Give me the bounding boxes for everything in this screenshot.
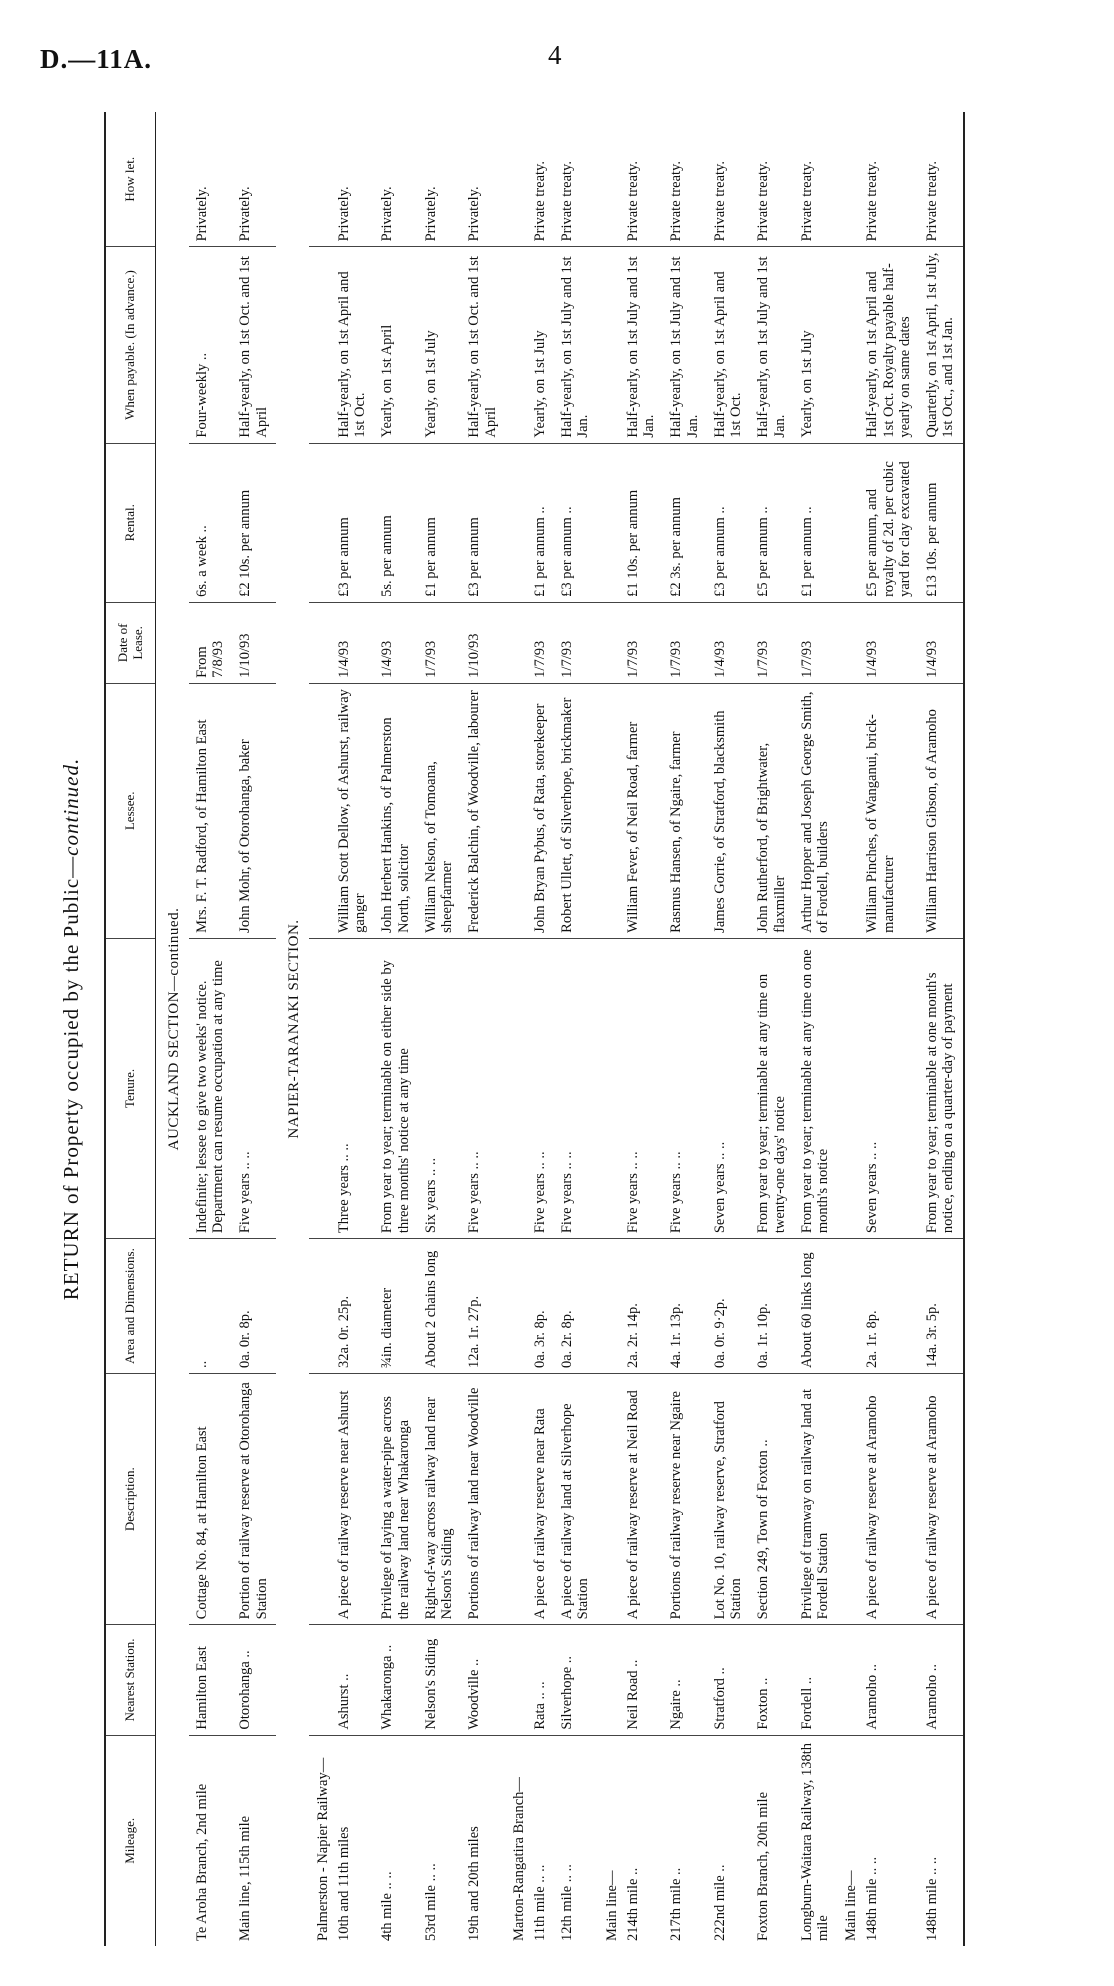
- cell-station: Foxton ..: [750, 1625, 793, 1735]
- col-station: Nearest Station.: [105, 1625, 156, 1735]
- title-suffix: continued.: [59, 757, 83, 856]
- cell-mileage: 19th and 20th miles: [466, 1826, 483, 1941]
- cell-area: 4a. 1r. 13p.: [663, 1239, 706, 1374]
- cell-station: Fordell ..: [794, 1625, 837, 1735]
- cell-station: Nelson's Siding: [418, 1625, 461, 1735]
- cell-date: 1/4/93: [331, 602, 374, 683]
- cell-tenure: Five years .. ..: [554, 938, 597, 1238]
- cell-mileage: 11th mile .. ..: [531, 1864, 548, 1941]
- cell-area: 0a. 0r. 9·2p.: [707, 1239, 750, 1374]
- cell-how-let: Privately.: [418, 112, 461, 247]
- cell-rental: £5 per annum ..: [750, 443, 793, 602]
- group-label: Palmerston - Napier Railway—: [314, 1757, 331, 1941]
- cell-lessee: Frederick Balchin, of Woodville, labourer: [461, 683, 504, 938]
- cell-rental: £3 per annum ..: [707, 443, 750, 602]
- cell-date: 1/4/93: [374, 602, 417, 683]
- cell-rental: £3 per annum: [461, 443, 504, 602]
- cell-mileage: 10th and 11th miles: [335, 1826, 352, 1941]
- table-row: [331, 112, 374, 1946]
- cell-tenure: Three years .. ..: [331, 938, 374, 1238]
- col-how-let: How let.: [105, 112, 156, 247]
- cell-lessee: William Fever, of Neil Road, farmer: [620, 683, 663, 938]
- cell-description: Portions of railway reserve near Ngaire: [663, 1374, 706, 1625]
- cell-date: 1/7/93: [663, 602, 706, 683]
- cell-rental: 5s. per annum: [374, 443, 417, 602]
- cell-area: 0a. 1r. 10p.: [750, 1239, 793, 1374]
- cell-date: 1/7/93: [527, 602, 554, 683]
- table-row: [374, 112, 417, 1946]
- cell-description: Section 249, Town of Foxton ..: [750, 1374, 793, 1625]
- cell-payable: Yearly, on 1st July: [527, 247, 554, 443]
- cell-how-let: Private treaty.: [527, 112, 554, 247]
- section-napier: NAPIER-TARANAKI SECTION.: [285, 919, 302, 1139]
- group-label: Marton-Rangatira Branch—: [510, 1777, 527, 1941]
- cell-station: Neil Road ..: [620, 1625, 663, 1735]
- cell-payable: Quarterly, on 1st April, 1st July, 1st Oct., and 1st Jan.: [919, 247, 963, 443]
- cell-mileage: 53rd mile .. ..: [422, 1863, 439, 1941]
- cell-area: 14a. 3r. 5p.: [919, 1239, 963, 1374]
- col-tenure: Tenure.: [105, 938, 156, 1238]
- cell-mileage: 214th mile ..: [624, 1867, 641, 1941]
- table-row: [663, 112, 706, 1946]
- table-row: [859, 112, 919, 1946]
- cell-area: ..: [189, 1239, 232, 1374]
- header-row: [105, 112, 156, 1946]
- section-auckland: AUCKLAND SECTION—continued.: [166, 907, 183, 1151]
- cell-tenure: Six years .. ..: [418, 938, 461, 1238]
- cell-tenure: Five years .. ..: [527, 938, 554, 1238]
- table-row: [527, 112, 554, 1946]
- cell-lessee: Rasmus Hansen, of Ngaire, farmer: [663, 683, 706, 938]
- cell-description: Portion of railway reserve at Otorohanga Station: [232, 1374, 275, 1625]
- cell-description: Cottage No. 84, at Hamilton East: [189, 1374, 232, 1625]
- cell-station: Stratford ..: [707, 1625, 750, 1735]
- cell-mileage: Foxton Branch, 20th mile: [755, 1791, 772, 1941]
- cell-date: 1/7/93: [554, 602, 597, 683]
- col-mileage: Mileage.: [105, 1735, 156, 1946]
- cell-area: 0a. 3r. 8p.: [527, 1239, 554, 1374]
- col-rental: Rental.: [105, 443, 156, 602]
- cell-tenure: From year to year; terminable on either side by three months' notice at any time: [374, 938, 417, 1238]
- table-row: [554, 112, 597, 1946]
- cell-rental: £1 10s. per annum: [620, 443, 663, 602]
- cell-date: 1/7/93: [620, 602, 663, 683]
- cell-tenure: Seven years .. ..: [859, 938, 919, 1238]
- table-row: [919, 112, 963, 1946]
- cell-date: 1/10/93: [461, 602, 504, 683]
- cell-tenure: From year to year; terminable at any time on twenty-one days' notice: [750, 938, 793, 1238]
- cell-lessee: Arthur Hopper and Joseph George Smith, of Fordell, builders: [794, 683, 837, 938]
- col-date: Date of Lease.: [105, 602, 156, 683]
- cell-area: 0a. 0r. 8p.: [232, 1239, 275, 1374]
- table-row: [232, 112, 275, 1946]
- cell-lessee: William Harrison Gibson, of Aramoho: [919, 683, 963, 938]
- cell-rental: £3 per annum ..: [554, 443, 597, 602]
- cell-station: Ashurst ..: [331, 1625, 374, 1735]
- cell-lessee: James Gorrie, of Stratford, blacksmith: [707, 683, 750, 938]
- cell-how-let: Private treaty.: [919, 112, 963, 247]
- col-description: Description.: [105, 1374, 156, 1625]
- table-row: [707, 112, 750, 1946]
- cell-lessee: John Rutherford, of Brightwater, flaxmiller: [750, 683, 793, 938]
- cell-rental: £1 per annum ..: [527, 443, 554, 602]
- cell-mileage: Main line, 115th mile: [237, 1815, 254, 1941]
- cell-area: 32a. 0r. 25p.: [331, 1239, 374, 1374]
- cell-station: Whakaronga ..: [374, 1625, 417, 1735]
- group-label: Main line—: [603, 1870, 620, 1941]
- cell-station: Aramoho ..: [859, 1625, 919, 1735]
- cell-tenure: Five years .. ..: [461, 938, 504, 1238]
- cell-how-let: Privately.: [232, 112, 275, 247]
- cell-area: 2a. 1r. 8p.: [859, 1239, 919, 1374]
- cell-how-let: Private treaty.: [859, 112, 919, 247]
- cell-lessee: John Mohr, of Otorohanga, baker: [232, 683, 275, 938]
- cell-mileage: 217th mile ..: [668, 1867, 685, 1941]
- property-table: [104, 112, 965, 1946]
- table-row: [418, 112, 461, 1946]
- document-code: D.—11A.: [40, 44, 153, 74]
- section-heading-row: [276, 112, 309, 1946]
- cell-rental: £1 per annum: [418, 443, 461, 602]
- group-label: Main line—: [843, 1870, 860, 1941]
- cell-how-let: Private treaty.: [794, 112, 837, 247]
- rotated-return-table: [60, 112, 1060, 1946]
- table-row: [189, 112, 232, 1946]
- cell-mileage: 148th mile .. ..: [919, 1735, 963, 1946]
- cell-payable: Half-yearly, on 1st Oct. and 1st April: [232, 247, 275, 443]
- cell-how-let: Private treaty.: [620, 112, 663, 247]
- cell-station: Aramoho ..: [919, 1625, 963, 1735]
- cell-how-let: Private treaty.: [707, 112, 750, 247]
- cell-area: About 2 chains long: [418, 1239, 461, 1374]
- cell-tenure: Five years .. ..: [620, 938, 663, 1238]
- table-row: [620, 112, 663, 1946]
- cell-description: Privilege of tramway on railway land at Fordell Station: [794, 1374, 837, 1625]
- cell-rental: £5 per annum, and royalty of 2d. per cubic yard for clay excavated: [859, 443, 919, 602]
- cell-description: Privilege of laying a water-pipe across the railway land near Whakaronga: [374, 1374, 417, 1625]
- cell-rental: 6s. a week ..: [189, 443, 232, 602]
- cell-station: Ngaire ..: [663, 1625, 706, 1735]
- cell-how-let: Privately.: [189, 112, 232, 247]
- cell-date: 1/4/93: [859, 602, 919, 683]
- cell-mileage: Longburn-Waitara Railway, 138th mile: [798, 1742, 832, 1941]
- cell-how-let: Privately.: [374, 112, 417, 247]
- page-title: [60, 112, 84, 1946]
- cell-rental: £1 per annum ..: [794, 443, 837, 602]
- cell-rental: £13 10s. per annum: [919, 443, 963, 602]
- cell-rental: £2 10s. per annum: [232, 443, 275, 602]
- group-row: [505, 112, 527, 1946]
- title-prefix: RETURN of Property occupied by the Public—: [59, 855, 83, 1301]
- cell-payable: Yearly, on 1st April: [374, 247, 417, 443]
- cell-station: Otorohanga ..: [232, 1625, 275, 1735]
- cell-how-let: Private treaty.: [554, 112, 597, 247]
- cell-payable: Four-weekly ..: [189, 247, 232, 443]
- cell-description: Right-of-way across railway land near Nelson's Siding: [418, 1374, 461, 1625]
- cell-date: 1/10/93: [232, 602, 275, 683]
- section-heading-row: [156, 112, 189, 1946]
- cell-mileage: Te Aroha Branch, 2nd mile: [193, 1783, 210, 1941]
- cell-lessee: William Scott Dellow, of Ashurst, railway ganger: [331, 683, 374, 938]
- cell-mileage: 222nd mile ..: [711, 1864, 728, 1941]
- cell-tenure: Seven years .. ..: [707, 938, 750, 1238]
- group-row: [837, 112, 859, 1946]
- cell-station: Rata .. ..: [527, 1625, 554, 1735]
- cell-lessee: Robert Ullett, of Silverhope, brickmaker: [554, 683, 597, 938]
- cell-how-let: Private treaty.: [750, 112, 793, 247]
- cell-mileage: 148th mile .. ..: [864, 1856, 881, 1941]
- cell-description: Portions of railway land near Woodville: [461, 1374, 504, 1625]
- col-payable: When payable. (In advance.): [105, 247, 156, 443]
- cell-how-let: Private treaty.: [663, 112, 706, 247]
- cell-rental: £3 per annum: [331, 443, 374, 602]
- table-row: [794, 112, 837, 1946]
- cell-payable: Half-yearly, on 1st Oct. and 1st April: [461, 247, 504, 443]
- group-row: [309, 112, 331, 1946]
- page-number: 4: [548, 40, 562, 70]
- cell-area: About 60 links long: [794, 1239, 837, 1374]
- cell-payable: Half-yearly, on 1st April and 1st Oct.: [331, 247, 374, 443]
- cell-payable: Half-yearly, on 1st July and 1st Jan.: [620, 247, 663, 443]
- cell-lessee: William Nelson, of Tomoana, sheepfarmer: [418, 683, 461, 938]
- col-area: Area and Dimensions.: [105, 1239, 156, 1374]
- cell-mileage: 4th mile .. ..: [379, 1871, 396, 1941]
- cell-tenure: Indefinite; lessee to give two weeks' notice. Department can resume occupation at any time: [189, 938, 232, 1238]
- cell-payable: Half-yearly, on 1st July and 1st Jan.: [663, 247, 706, 443]
- cell-station: Silverhope ..: [554, 1625, 597, 1735]
- cell-date: 1/7/93: [418, 602, 461, 683]
- col-lessee: Lessee.: [105, 683, 156, 938]
- cell-payable: Half-yearly, on 1st April and 1st Oct. Royalty payable half-yearly on same dates: [859, 247, 919, 443]
- cell-how-let: Privately.: [331, 112, 374, 247]
- cell-payable: Yearly, on 1st July: [418, 247, 461, 443]
- cell-date: 1/4/93: [707, 602, 750, 683]
- cell-area: 12a. 1r. 27p.: [461, 1239, 504, 1374]
- cell-description: A piece of railway reserve at Aramoho: [919, 1374, 963, 1625]
- cell-tenure: From year to year; terminable at any time on one month's notice: [794, 938, 837, 1238]
- group-row: [598, 112, 620, 1946]
- cell-description: A piece of railway reserve near Rata: [527, 1374, 554, 1625]
- table-row: [750, 112, 793, 1946]
- cell-date: 1/7/93: [750, 602, 793, 683]
- cell-payable: Half-yearly, on 1st July and 1st Jan.: [554, 247, 597, 443]
- cell-area: 0a. 2r. 8p.: [554, 1239, 597, 1374]
- cell-lessee: John Bryan Pybus, of Rata, storekeeper: [527, 683, 554, 938]
- cell-area: 2a. 2r. 14p.: [620, 1239, 663, 1374]
- cell-tenure: Five years .. ..: [663, 938, 706, 1238]
- cell-mileage: 12th mile .. ..: [559, 1864, 576, 1941]
- cell-area: ¾in. diameter: [374, 1239, 417, 1374]
- cell-description: A piece of railway reserve at Aramoho: [859, 1374, 919, 1625]
- cell-payable: Yearly, on 1st July: [794, 247, 837, 443]
- cell-lessee: William Pinches, of Wanganui, brick-manufacturer: [859, 683, 919, 938]
- cell-payable: Half-yearly, on 1st July and 1st Jan.: [750, 247, 793, 443]
- cell-description: A piece of railway reserve near Ashurst: [331, 1374, 374, 1625]
- cell-tenure: From year to year; terminable at one month's notice, ending on a quarter-day of payment: [919, 938, 963, 1238]
- cell-date: From 7/8/93: [189, 602, 232, 683]
- cell-rental: £2 3s. per annum: [663, 443, 706, 602]
- cell-description: Lot No. 10, railway reserve, Stratford Station: [707, 1374, 750, 1625]
- cell-how-let: Privately.: [461, 112, 504, 247]
- cell-description: A piece of railway reserve at Neil Road: [620, 1374, 663, 1625]
- cell-lessee: John Herbert Hankins, of Palmerston North, solicitor: [374, 683, 417, 938]
- cell-station: Hamilton East: [189, 1625, 232, 1735]
- cell-payable: Half-yearly, on 1st April and 1st Oct.: [707, 247, 750, 443]
- cell-tenure: Five years .. ..: [232, 938, 275, 1238]
- cell-station: Woodville ..: [461, 1625, 504, 1735]
- cell-date: 1/4/93: [919, 602, 963, 683]
- cell-lessee: Mrs. F. T. Radford, of Hamilton East: [189, 683, 232, 938]
- cell-date: 1/7/93: [794, 602, 837, 683]
- table-row: [461, 112, 504, 1946]
- cell-description: A piece of railway land at Silverhope Station: [554, 1374, 597, 1625]
